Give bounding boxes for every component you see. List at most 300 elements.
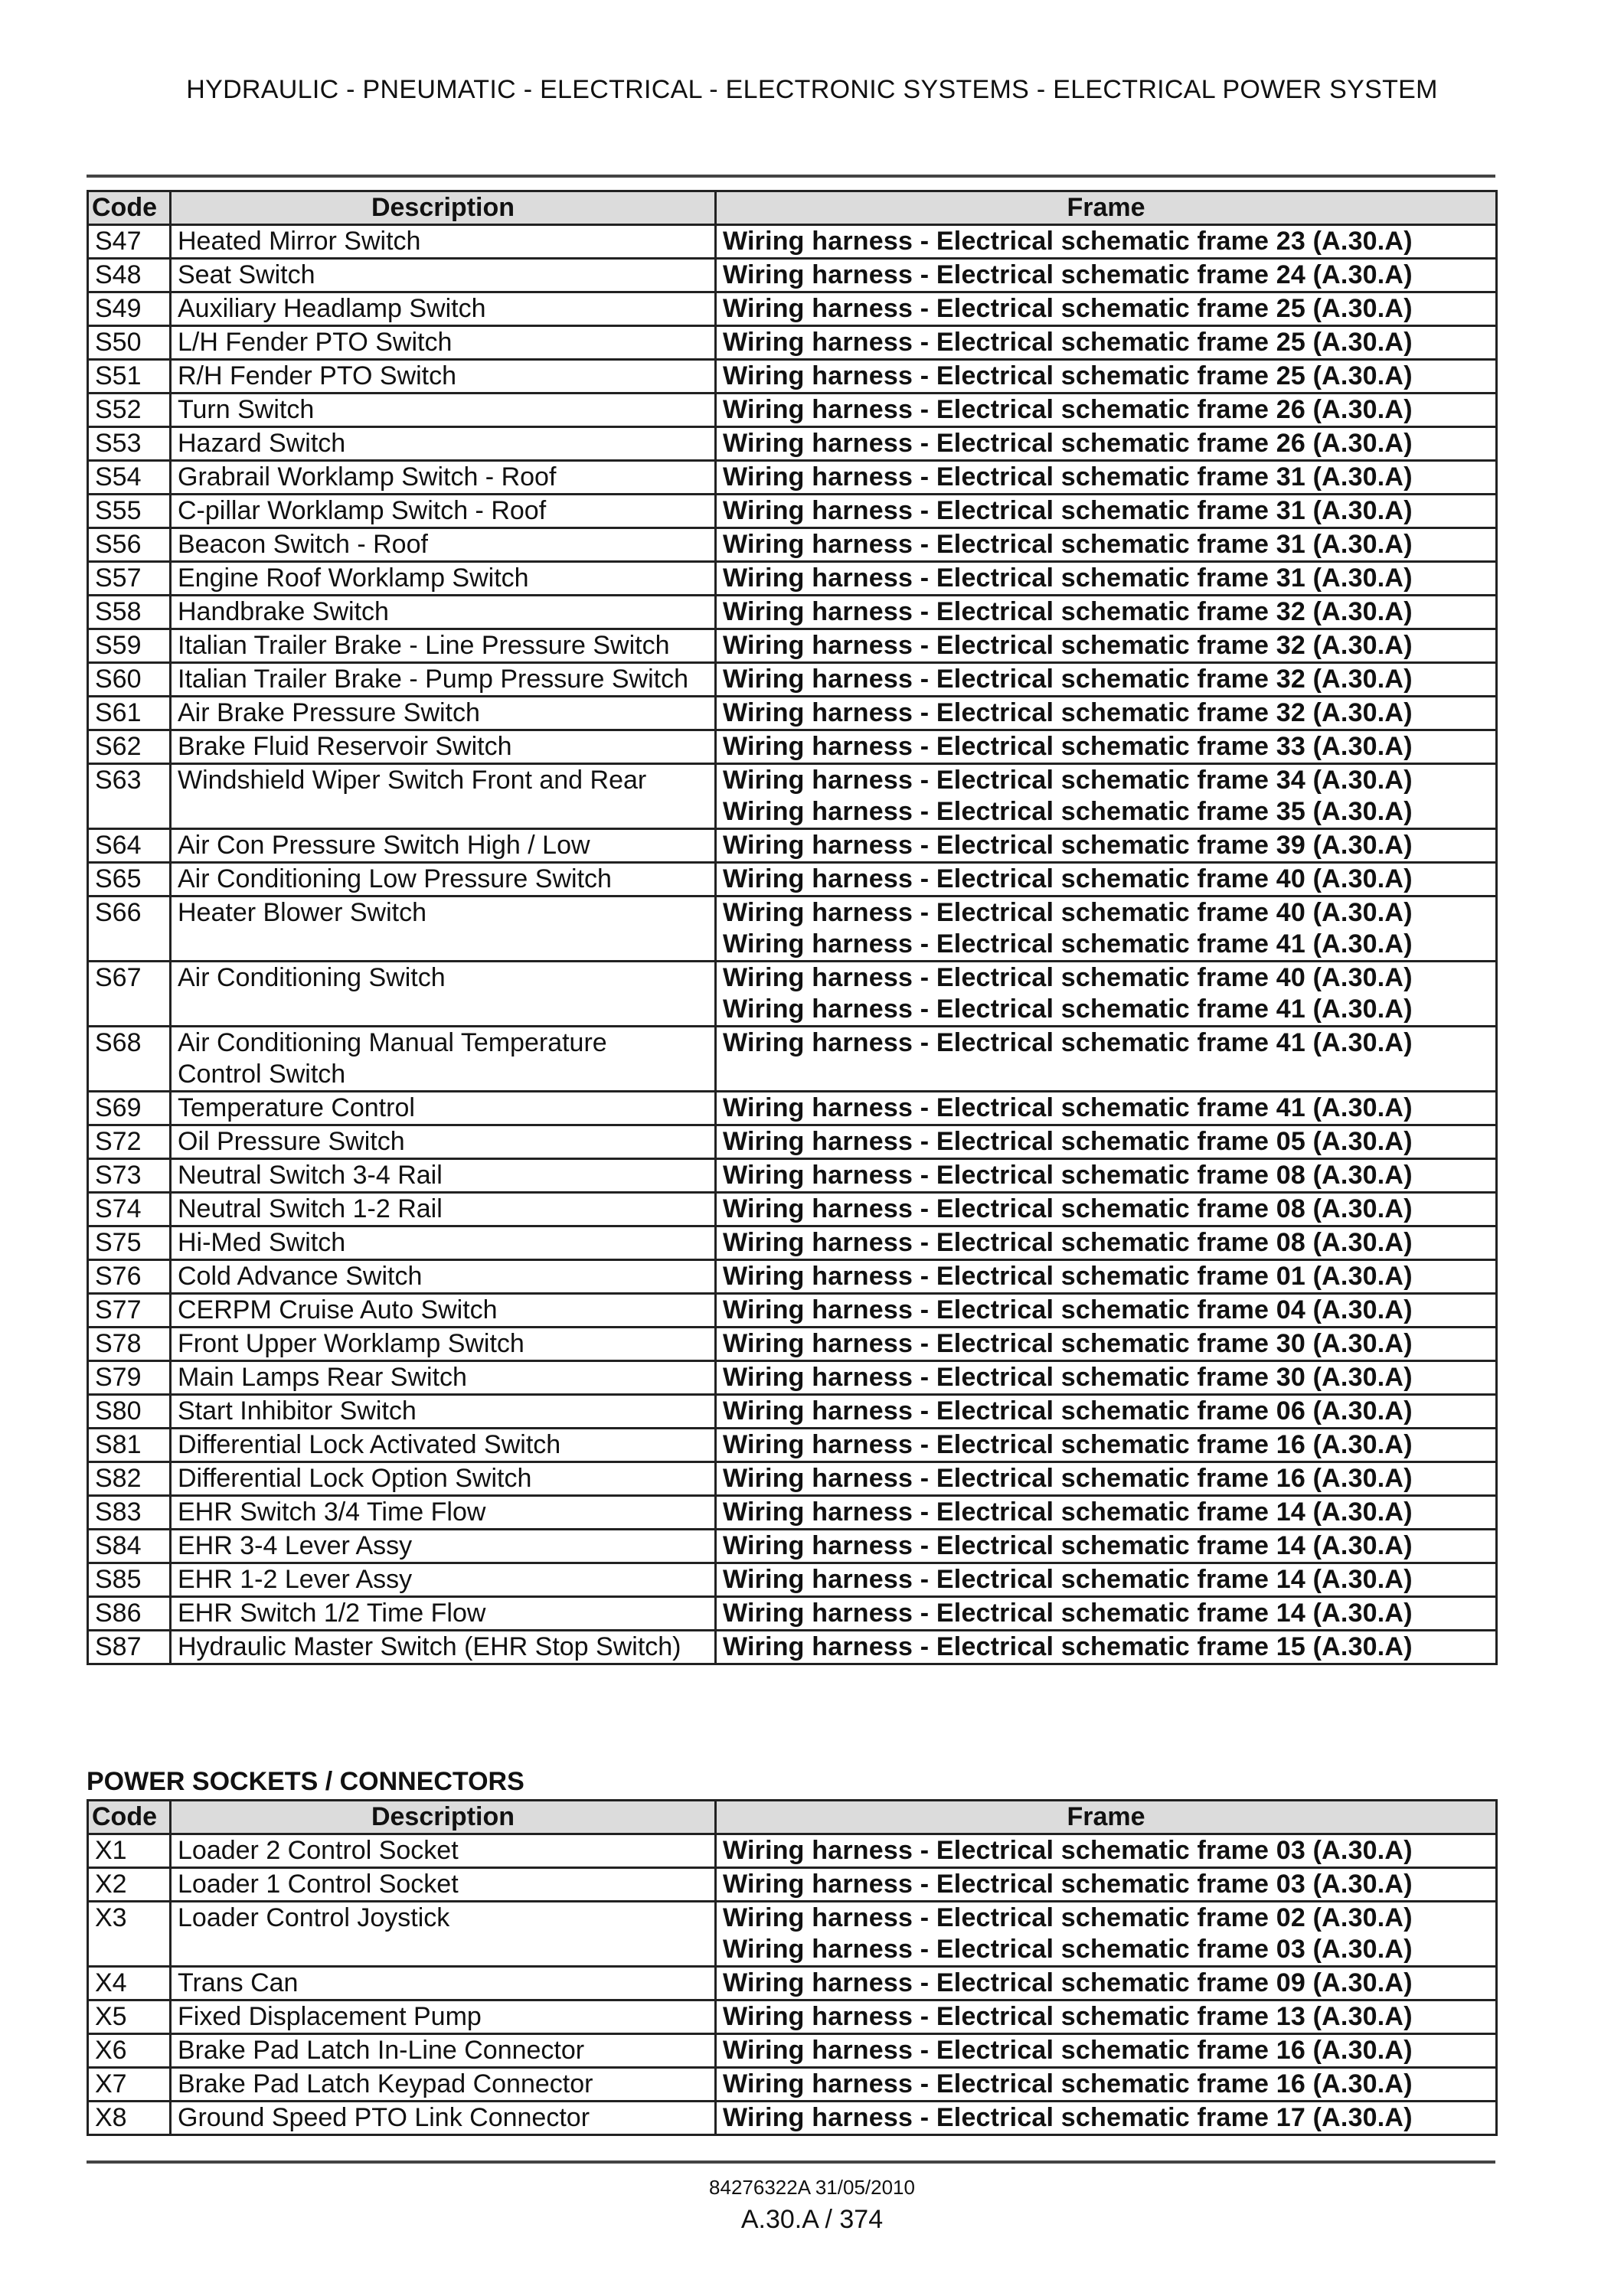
cell-description: [171, 461, 716, 495]
cell-description: [171, 1395, 716, 1429]
cell-code: S59: [88, 629, 171, 663]
table-row: [88, 596, 1497, 629]
table-row: [88, 326, 1497, 360]
cell-frame: [716, 1902, 1497, 1967]
cell-frame: [716, 2034, 1497, 2068]
cell-frame: [716, 663, 1497, 697]
table-row: [88, 1226, 1497, 1260]
description-line: EHR 3-4 Lever Assy: [178, 1531, 413, 1560]
cell-frame: [716, 596, 1497, 629]
frame-reference: Wiring harness - Electrical schematic frame 24 (A.30.A): [723, 260, 1413, 289]
cell-description: [171, 427, 716, 461]
table-row: [88, 1361, 1497, 1395]
frame-reference: Wiring harness - Electrical schematic frame 08 (A.30.A): [723, 1228, 1413, 1257]
frame-reference: Wiring harness - Electrical schematic frame 31 (A.30.A): [723, 496, 1413, 525]
frame-reference: Wiring harness - Electrical schematic frame 41 (A.30.A): [723, 929, 1413, 959]
cell-code: S53: [88, 427, 171, 461]
cell-description: [171, 1868, 716, 1902]
cell-frame: [716, 829, 1497, 863]
frame-reference: Wiring harness - Electrical schematic frame 40 (A.30.A): [723, 963, 1413, 992]
description-line: L/H Fender PTO Switch: [178, 328, 453, 357]
cell-description: [171, 764, 716, 829]
cell-frame: [716, 1395, 1497, 1429]
cell-code: S73: [88, 1159, 171, 1193]
cell-code: X2: [88, 1868, 171, 1902]
cell-code: S68: [88, 1027, 171, 1092]
cell-description: [171, 1597, 716, 1631]
table-row: [88, 528, 1497, 562]
table-row: [88, 1834, 1497, 1868]
table-row: [88, 962, 1497, 1027]
cell-description: [171, 1462, 716, 1496]
table-row: [88, 2068, 1497, 2102]
cell-code: S77: [88, 1294, 171, 1328]
table-row: [88, 629, 1497, 663]
description-line: EHR 1-2 Lever Assy: [178, 1565, 413, 1594]
cell-frame: [716, 259, 1497, 292]
frame-reference: Wiring harness - Electrical schematic frame 32 (A.30.A): [723, 698, 1413, 727]
cell-code: S84: [88, 1530, 171, 1563]
cell-frame: [716, 1563, 1497, 1597]
cell-code: S76: [88, 1260, 171, 1294]
table-row: [88, 461, 1497, 495]
cell-frame: [716, 1631, 1497, 1664]
description-line: Brake Pad Latch In-Line Connector: [178, 2036, 585, 2065]
frame-reference: Wiring harness - Electrical schematic frame 25 (A.30.A): [723, 328, 1413, 357]
cell-description: [171, 596, 716, 629]
frame-reference: Wiring harness - Electrical schematic frame 03 (A.30.A): [723, 1870, 1413, 1899]
frame-reference: Wiring harness - Electrical schematic frame 32 (A.30.A): [723, 597, 1413, 626]
cell-description: [171, 1563, 716, 1597]
cell-description: [171, 259, 716, 292]
table-row: [88, 562, 1497, 596]
frame-reference: Wiring harness - Electrical schematic frame 26 (A.30.A): [723, 395, 1413, 424]
description-line: Neutral Switch 1-2 Rail: [178, 1194, 443, 1223]
column-header-code: Code: [88, 1801, 171, 1834]
cell-frame: [716, 1462, 1497, 1496]
cell-frame: [716, 1193, 1497, 1226]
frame-reference: Wiring harness - Electrical schematic frame 05 (A.30.A): [723, 1127, 1413, 1156]
frame-reference: Wiring harness - Electrical schematic frame 41 (A.30.A): [723, 1028, 1413, 1057]
description-line: R/H Fender PTO Switch: [178, 361, 457, 390]
description-line: Loader 1 Control Socket: [178, 1870, 459, 1899]
frame-reference: Wiring harness - Electrical schematic frame 30 (A.30.A): [723, 1329, 1413, 1358]
description-line: C-pillar Worklamp Switch - Roof: [178, 496, 547, 525]
cell-description: [171, 1834, 716, 1868]
cell-frame: [716, 1496, 1497, 1530]
cell-description: [171, 1496, 716, 1530]
frame-reference: Wiring harness - Electrical schematic frame 34 (A.30.A): [723, 766, 1413, 795]
table-row: [88, 1092, 1497, 1125]
cell-description: [171, 1159, 716, 1193]
cell-code: S60: [88, 663, 171, 697]
table-row: [88, 394, 1497, 427]
cell-frame: [716, 1260, 1497, 1294]
table-row: [88, 730, 1497, 764]
frame-reference: Wiring harness - Electrical schematic frame 25 (A.30.A): [723, 294, 1413, 323]
cell-frame: [716, 2102, 1497, 2135]
cell-code: S56: [88, 528, 171, 562]
cell-description: [171, 697, 716, 730]
cell-code: X7: [88, 2068, 171, 2102]
cell-code: S55: [88, 495, 171, 528]
table-row: [88, 1530, 1497, 1563]
frame-reference: Wiring harness - Electrical schematic frame 25 (A.30.A): [723, 361, 1413, 390]
column-header-frame: Frame: [716, 1801, 1497, 1834]
cell-frame: [716, 764, 1497, 829]
cell-code: S57: [88, 562, 171, 596]
cell-description: [171, 2034, 716, 2068]
cell-description: [171, 1328, 716, 1361]
cell-code: S65: [88, 863, 171, 897]
frame-reference: Wiring harness - Electrical schematic frame 13 (A.30.A): [723, 2002, 1413, 2031]
document-id: 84276322A 31/05/2010: [709, 2176, 915, 2199]
description-line: Auxiliary Headlamp Switch: [178, 294, 486, 323]
table-row: [88, 1125, 1497, 1159]
cell-frame: [716, 427, 1497, 461]
cell-code: S58: [88, 596, 171, 629]
frame-reference: Wiring harness - Electrical schematic frame 40 (A.30.A): [723, 864, 1413, 893]
frame-reference: Wiring harness - Electrical schematic frame 09 (A.30.A): [723, 1968, 1413, 1997]
cell-code: S78: [88, 1328, 171, 1361]
cell-code: S54: [88, 461, 171, 495]
frame-reference: Wiring harness - Electrical schematic frame 01 (A.30.A): [723, 1262, 1413, 1291]
connectors-table-body: [88, 1834, 1497, 2135]
cell-code: S48: [88, 259, 171, 292]
cell-description: [171, 1902, 716, 1967]
frame-reference: Wiring harness - Electrical schematic frame 35 (A.30.A): [723, 797, 1413, 826]
cell-frame: [716, 1868, 1497, 1902]
cell-code: X4: [88, 1967, 171, 2000]
cell-code: S80: [88, 1395, 171, 1429]
table-row: [88, 1967, 1497, 2000]
cell-description: [171, 394, 716, 427]
cell-description: [171, 1294, 716, 1328]
table-row: [88, 1631, 1497, 1664]
cell-description: [171, 562, 716, 596]
description-line: Air Brake Pressure Switch: [178, 698, 480, 727]
frame-reference: Wiring harness - Electrical schematic frame 40 (A.30.A): [723, 898, 1413, 927]
table-row: [88, 1328, 1497, 1361]
cell-description: [171, 629, 716, 663]
table-row: [88, 1563, 1497, 1597]
cell-description: [171, 1967, 716, 2000]
frame-reference: Wiring harness - Electrical schematic frame 26 (A.30.A): [723, 429, 1413, 458]
cell-description: [171, 1226, 716, 1260]
cell-description: [171, 2000, 716, 2034]
table-row: [88, 764, 1497, 829]
description-line: Loader Control Joystick: [178, 1903, 450, 1932]
cell-description: [171, 863, 716, 897]
frame-reference: Wiring harness - Electrical schematic frame 15 (A.30.A): [723, 1632, 1413, 1661]
cell-code: S47: [88, 225, 171, 259]
description-line: Air Conditioning Switch: [178, 963, 446, 992]
column-header-frame: Frame: [716, 191, 1497, 225]
frame-reference: Wiring harness - Electrical schematic frame 14 (A.30.A): [723, 1599, 1413, 1628]
cell-frame: [716, 394, 1497, 427]
cell-code: S83: [88, 1496, 171, 1530]
switches-table-body: [88, 225, 1497, 1664]
cell-frame: [716, 1092, 1497, 1125]
frame-reference: Wiring harness - Electrical schematic frame 39 (A.30.A): [723, 831, 1413, 860]
cell-description: [171, 360, 716, 394]
description-line: EHR Switch 1/2 Time Flow: [178, 1599, 486, 1628]
table-row: [88, 697, 1497, 730]
frame-reference: Wiring harness - Electrical schematic frame 03 (A.30.A): [723, 1836, 1413, 1865]
column-header-description: Description: [171, 191, 716, 225]
description-line: Air Conditioning Low Pressure Switch: [178, 864, 612, 893]
table-row: [88, 1027, 1497, 1092]
frame-reference: Wiring harness - Electrical schematic frame 41 (A.30.A): [723, 994, 1413, 1024]
cell-code: S81: [88, 1429, 171, 1462]
cell-description: [171, 663, 716, 697]
table-row: [88, 829, 1497, 863]
frame-reference: Wiring harness - Electrical schematic frame 30 (A.30.A): [723, 1363, 1413, 1392]
cell-description: [171, 1260, 716, 1294]
cell-frame: [716, 225, 1497, 259]
cell-frame: [716, 1967, 1497, 2000]
cell-code: S67: [88, 962, 171, 1027]
table-header-row: [88, 1801, 1497, 1834]
description-line: Engine Roof Worklamp Switch: [178, 563, 529, 593]
cell-frame: [716, 360, 1497, 394]
frame-reference: Wiring harness - Electrical schematic frame 14 (A.30.A): [723, 1497, 1413, 1527]
cell-code: S66: [88, 897, 171, 962]
frame-reference: Wiring harness - Electrical schematic frame 33 (A.30.A): [723, 732, 1413, 761]
cell-code: S64: [88, 829, 171, 863]
table-row: [88, 1429, 1497, 1462]
description-line: Seat Switch: [178, 260, 315, 289]
description-line: Air Con Pressure Switch High / Low: [178, 831, 590, 860]
table-row: [88, 292, 1497, 326]
cell-frame: [716, 2000, 1497, 2034]
cell-description: [171, 730, 716, 764]
description-line: Hydraulic Master Switch (EHR Stop Switch): [178, 1632, 681, 1661]
cell-code: X1: [88, 1834, 171, 1868]
frame-reference: Wiring harness - Electrical schematic frame 08 (A.30.A): [723, 1194, 1413, 1223]
cell-code: S62: [88, 730, 171, 764]
cell-description: [171, 326, 716, 360]
page-header: HYDRAULIC - PNEUMATIC - ELECTRICAL - ELECTRONIC SYSTEMS - ELECTRICAL POWER SYSTEM: [186, 75, 1438, 104]
cell-description: [171, 897, 716, 962]
cell-description: [171, 2068, 716, 2102]
cell-description: [171, 829, 716, 863]
frame-reference: Wiring harness - Electrical schematic frame 06 (A.30.A): [723, 1396, 1413, 1426]
table-row: [88, 1902, 1497, 1967]
description-line: Cold Advance Switch: [178, 1262, 423, 1291]
frame-reference: Wiring harness - Electrical schematic frame 31 (A.30.A): [723, 530, 1413, 559]
frame-reference: Wiring harness - Electrical schematic frame 16 (A.30.A): [723, 2036, 1413, 2065]
cell-code: S86: [88, 1597, 171, 1631]
description-line: Grabrail Worklamp Switch - Roof: [178, 462, 557, 492]
description-line: Fixed Displacement Pump: [178, 2002, 482, 2031]
cell-code: X3: [88, 1902, 171, 1967]
description-line: Italian Trailer Brake - Line Pressure Switch: [178, 631, 670, 660]
cell-frame: [716, 962, 1497, 1027]
description-line: CERPM Cruise Auto Switch: [178, 1295, 498, 1324]
description-line: Loader 2 Control Socket: [178, 1836, 459, 1865]
table-row: [88, 1294, 1497, 1328]
table-row: [88, 427, 1497, 461]
description-line: Main Lamps Rear Switch: [178, 1363, 467, 1392]
description-line: Handbrake Switch: [178, 597, 389, 626]
frame-reference: Wiring harness - Electrical schematic frame 17 (A.30.A): [723, 2103, 1413, 2132]
description-line: Start Inhibitor Switch: [178, 1396, 417, 1426]
table-header-row: [88, 191, 1497, 225]
cell-code: S69: [88, 1092, 171, 1125]
frame-reference: Wiring harness - Electrical schematic frame 32 (A.30.A): [723, 631, 1413, 660]
description-line: Control Switch: [178, 1060, 346, 1089]
cell-frame: [716, 1125, 1497, 1159]
cell-description: [171, 1125, 716, 1159]
table-row: [88, 1395, 1497, 1429]
cell-description: [171, 1530, 716, 1563]
cell-frame: [716, 1294, 1497, 1328]
description-line: Oil Pressure Switch: [178, 1127, 405, 1156]
frame-reference: Wiring harness - Electrical schematic frame 03 (A.30.A): [723, 1935, 1413, 1964]
cell-description: [171, 1027, 716, 1092]
frame-reference: Wiring harness - Electrical schematic frame 04 (A.30.A): [723, 1295, 1413, 1324]
frame-reference: Wiring harness - Electrical schematic frame 02 (A.30.A): [723, 1903, 1413, 1932]
frame-reference: Wiring harness - Electrical schematic frame 14 (A.30.A): [723, 1565, 1413, 1594]
table-row: [88, 1260, 1497, 1294]
cell-description: [171, 2102, 716, 2135]
description-line: EHR Switch 3/4 Time Flow: [178, 1497, 486, 1527]
frame-reference: Wiring harness - Electrical schematic frame 31 (A.30.A): [723, 563, 1413, 593]
table-row: [88, 259, 1497, 292]
cell-frame: [716, 629, 1497, 663]
table-row: [88, 2102, 1497, 2135]
cell-code: S52: [88, 394, 171, 427]
table-row: [88, 897, 1497, 962]
cell-code: S63: [88, 764, 171, 829]
switches-table: [87, 190, 1498, 1665]
connectors-table: [87, 1799, 1498, 2136]
cell-description: [171, 495, 716, 528]
page-number: A.30.A / 374: [740, 2205, 884, 2234]
cell-code: S49: [88, 292, 171, 326]
cell-code: X5: [88, 2000, 171, 2034]
cell-frame: [716, 1530, 1497, 1563]
description-line: Ground Speed PTO Link Connector: [178, 2103, 590, 2132]
cell-code: S50: [88, 326, 171, 360]
cell-description: [171, 528, 716, 562]
table-row: [88, 360, 1497, 394]
cell-frame: [716, 897, 1497, 962]
cell-frame: [716, 326, 1497, 360]
cell-frame: [716, 1361, 1497, 1395]
cell-description: [171, 292, 716, 326]
cell-frame: [716, 697, 1497, 730]
table-row: [88, 1597, 1497, 1631]
cell-code: S75: [88, 1226, 171, 1260]
cell-frame: [716, 562, 1497, 596]
description-line: Italian Trailer Brake - Pump Pressure Switch: [178, 665, 689, 694]
description-line: Windshield Wiper Switch Front and Rear: [178, 766, 647, 795]
cell-frame: [716, 1159, 1497, 1193]
cell-code: X6: [88, 2034, 171, 2068]
description-line: Beacon Switch - Roof: [178, 530, 428, 559]
description-line: Differential Lock Activated Switch: [178, 1430, 561, 1459]
cell-code: S61: [88, 697, 171, 730]
cell-description: [171, 225, 716, 259]
frame-reference: Wiring harness - Electrical schematic frame 16 (A.30.A): [723, 1464, 1413, 1493]
table-row: [88, 2000, 1497, 2034]
description-line: Heater Blower Switch: [178, 898, 427, 927]
frame-reference: Wiring harness - Electrical schematic frame 16 (A.30.A): [723, 2069, 1413, 2098]
cell-frame: [716, 1597, 1497, 1631]
frame-reference: Wiring harness - Electrical schematic frame 31 (A.30.A): [723, 462, 1413, 492]
cell-description: [171, 1193, 716, 1226]
cell-frame: [716, 461, 1497, 495]
header-rule: [87, 175, 1495, 178]
footer-rule: [87, 2160, 1495, 2164]
table-row: [88, 1193, 1497, 1226]
cell-code: X8: [88, 2102, 171, 2135]
cell-code: S51: [88, 360, 171, 394]
frame-reference: Wiring harness - Electrical schematic frame 23 (A.30.A): [723, 227, 1413, 256]
table-row: [88, 1496, 1497, 1530]
frame-reference: Wiring harness - Electrical schematic frame 16 (A.30.A): [723, 1430, 1413, 1459]
description-line: Neutral Switch 3-4 Rail: [178, 1161, 443, 1190]
cell-code: S72: [88, 1125, 171, 1159]
description-line: Front Upper Worklamp Switch: [178, 1329, 524, 1358]
column-header-code: Code: [88, 191, 171, 225]
description-line: Heated Mirror Switch: [178, 227, 421, 256]
cell-code: S74: [88, 1193, 171, 1226]
cell-code: S82: [88, 1462, 171, 1496]
cell-description: [171, 962, 716, 1027]
cell-frame: [716, 1027, 1497, 1092]
cell-frame: [716, 292, 1497, 326]
frame-reference: Wiring harness - Electrical schematic frame 08 (A.30.A): [723, 1161, 1413, 1190]
description-line: Trans Can: [178, 1968, 299, 1997]
cell-description: [171, 1361, 716, 1395]
description-line: Brake Fluid Reservoir Switch: [178, 732, 512, 761]
cell-frame: [716, 495, 1497, 528]
description-line: Hi-Med Switch: [178, 1228, 346, 1257]
description-line: Temperature Control: [178, 1093, 415, 1122]
table-row: [88, 1462, 1497, 1496]
frame-reference: Wiring harness - Electrical schematic frame 32 (A.30.A): [723, 665, 1413, 694]
cell-description: [171, 1092, 716, 1125]
cell-code: S87: [88, 1631, 171, 1664]
table-row: [88, 225, 1497, 259]
description-line: Differential Lock Option Switch: [178, 1464, 532, 1493]
table-row: [88, 663, 1497, 697]
cell-frame: [716, 1226, 1497, 1260]
description-line: Brake Pad Latch Keypad Connector: [178, 2069, 593, 2098]
table-row: [88, 2034, 1497, 2068]
cell-frame: [716, 528, 1497, 562]
cell-frame: [716, 2068, 1497, 2102]
cell-code: S79: [88, 1361, 171, 1395]
cell-frame: [716, 1429, 1497, 1462]
cell-frame: [716, 1328, 1497, 1361]
section-title: POWER SOCKETS / CONNECTORS: [87, 1767, 524, 1796]
frame-reference: Wiring harness - Electrical schematic frame 14 (A.30.A): [723, 1531, 1413, 1560]
description-line: Turn Switch: [178, 395, 315, 424]
table-row: [88, 1868, 1497, 1902]
description-line: Hazard Switch: [178, 429, 346, 458]
cell-frame: [716, 730, 1497, 764]
column-header-description: Description: [171, 1801, 716, 1834]
cell-description: [171, 1631, 716, 1664]
frame-reference: Wiring harness - Electrical schematic frame 41 (A.30.A): [723, 1093, 1413, 1122]
cell-frame: [716, 1834, 1497, 1868]
table-row: [88, 863, 1497, 897]
cell-description: [171, 1429, 716, 1462]
